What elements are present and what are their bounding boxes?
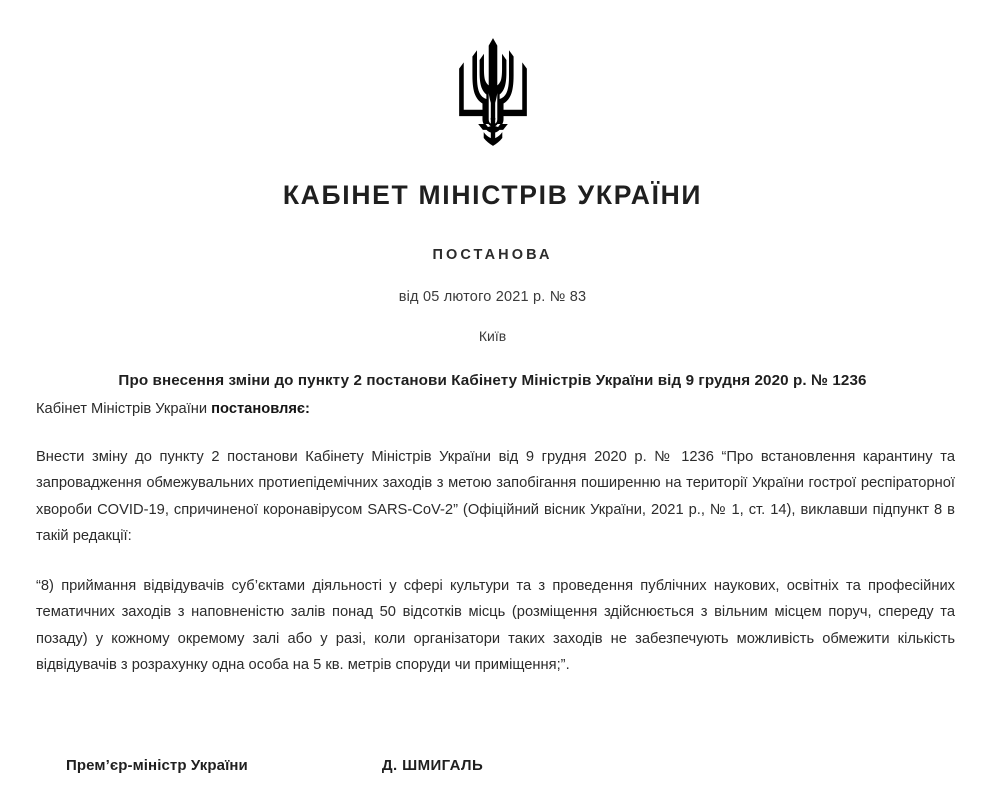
enacting-bold-verb: постановляє: [211, 401, 310, 417]
document-type-label: ПОСТАНОВА [432, 247, 553, 263]
document-date-line: від 05 лютого 2021 р. № 83 [398, 289, 587, 305]
enacting-prefix: Кабінет Міністрів України [36, 401, 212, 417]
document-body [36, 396, 955, 679]
document-city: Київ [478, 328, 507, 344]
page-title: КАБІНЕТ МІНІСТРІВ УКРАЇНИ [282, 180, 703, 210]
amendment-paragraph: Внести зміну до пункту 2 постанови Кабінету Міністрів України від 9 грудня 2020 р. № 1236 “Про встановлення карантину та запровадження обмежувальних протиепідемічних заходів з метою запобігання поширенню на території України гострої респіраторної хвороби COVID-19, спричиненої коронавірусом SARS-CoV-2” (Офіційний вісник України, 2021 р., № 1, ст. 14), виклавши підпункт 8 в такій редакції: [36, 448, 955, 544]
document-subject-heading: Про внесення зміни до пункту 2 постанови Кабінету Міністрів України від 9 грудня 2020 р. № 1236 [118, 372, 867, 389]
signature-block [66, 757, 483, 774]
enacting-paragraph [36, 396, 955, 423]
signatory-name: Д. ШМИГАЛЬ [381, 757, 484, 774]
ukraine-trident-coat-of-arms-icon [454, 38, 532, 146]
signatory-role: Прем’єр-міністр України [66, 757, 248, 774]
emblem-container [0, 0, 985, 146]
quoted-subclause-paragraph: “8) приймання відвідувачів суб’єктами діяльності у сфері культури та з проведення публічних наукових, освітніх та професійних тематичних заходів з наповненістю залів понад 50 відсотків місць (розміщення здійснюється з вільним місцем поруч, спереду та позаду) у кожному окремому залі або у разі, коли організатори таких заходів не забезпечують можливість обмежити кількість відвідувачів з розрахунку одна особа на 5 кв. метрів споруди чи приміщення;”. [36, 577, 955, 673]
